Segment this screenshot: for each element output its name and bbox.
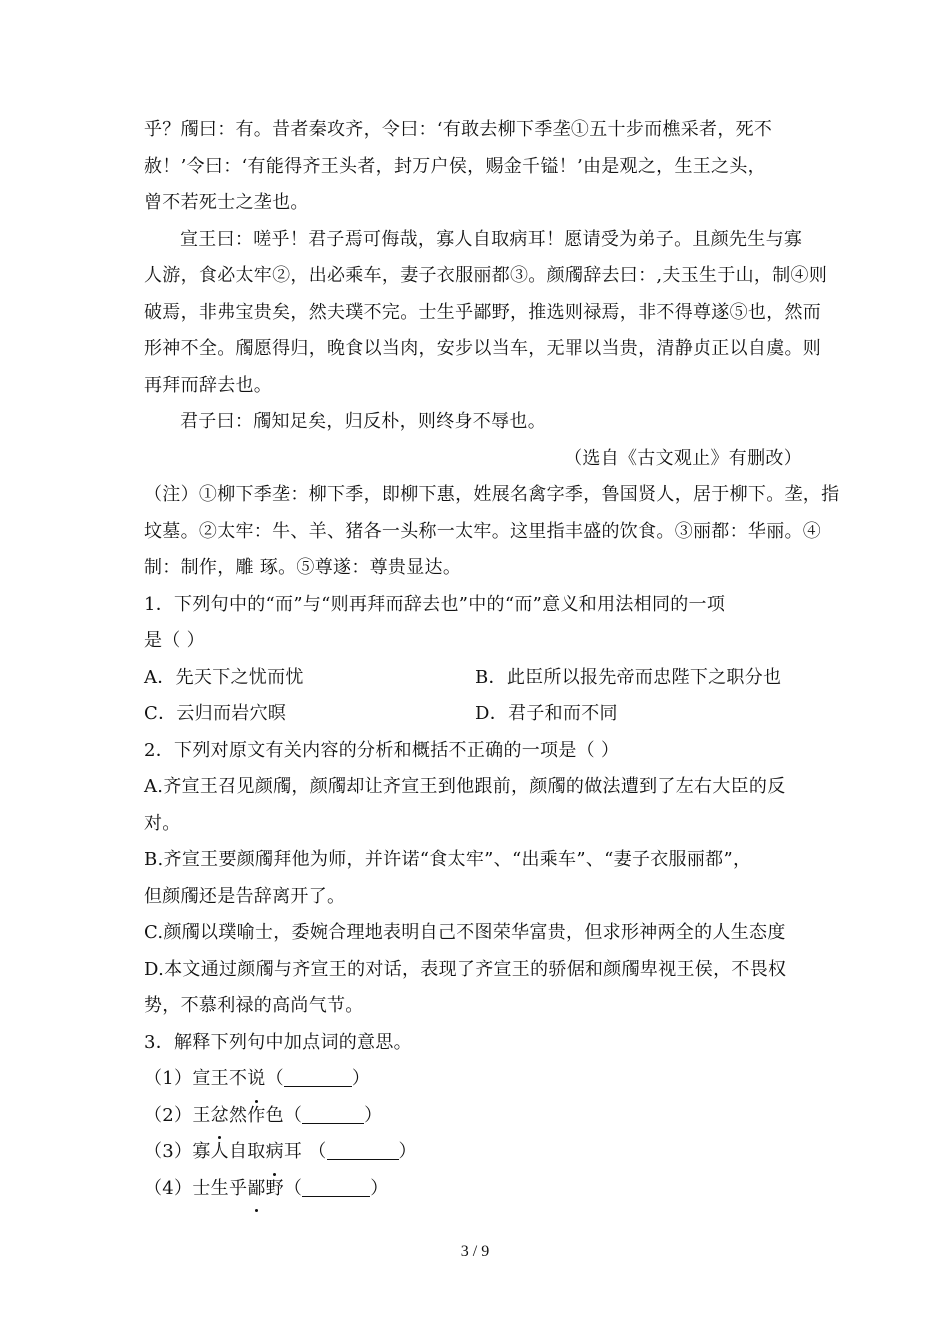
passage-line: 再拜而辞去也。 [144, 374, 273, 396]
question-2-option-a-cont: 对。 [144, 812, 181, 834]
dotted-word: 病 [266, 1134, 284, 1171]
passage-line: 破焉，非弗宝贵矣，然夫璞不完。士生乎鄙野，推选则禄焉，非不得尊遂⑤也，然而 [144, 301, 822, 323]
dotted-word: 忿 [211, 1098, 229, 1135]
question-2-option-b-cont: 但颜斶还是告辞离开了。 [144, 885, 346, 907]
question-3-item-3: （3）寡人自取病耳 （ ） [144, 1134, 808, 1171]
question-3-item-2: （2）王忿然作色（ ） [144, 1098, 808, 1135]
passage-line: 宣王曰：嗟乎！君子焉可侮哉，寡人自取病耳！愿请受为弟子。且颜先生与寡 [180, 228, 803, 250]
question-3-item-1: （1）宣王不说（ ） [144, 1061, 808, 1098]
passage-line: 形神不全。斶愿得归，晚食以当肉，安步以当车，无罪以当贵，清静贞正以自虞。则 [144, 338, 822, 359]
passage-line: 君子曰：斶知足矣，归反朴，则终身不辱也。 [180, 411, 546, 432]
question-2-option-b: B.齐宣王要颜斶拜他为师，并许诺“食太牢”、“出乘车”、“妻子衣服丽都”， [144, 849, 752, 870]
answer-blank[interactable] [284, 1068, 352, 1087]
passage-line: 人游，食必太牢②，出必乘车，妻子衣服丽都③。颜斶辞去曰：,夫玉生于山，制④则 [144, 265, 828, 286]
option-b: B．此臣所以报先帝而忠陛下之职分也 [475, 666, 782, 688]
document-page [144, 112, 840, 1207]
page-number: 3 / 9 [460, 1243, 490, 1260]
dotted-word: 说 [247, 1061, 265, 1098]
question-2-option-d: D.本文通过颜斶与齐宣王的对话，表现了齐宣王的骄倨和颜斶卑视王侯，不畏权 [144, 958, 787, 980]
answer-blank[interactable] [302, 1105, 364, 1124]
question-2-option-a: A.齐宣王召见颜斶，颜斶却让齐宣王到他跟前，颜斶的做法遭到了左右大臣的反 [144, 776, 786, 797]
passage-line: 曾不若死士之垄也。 [144, 192, 309, 213]
question-2-stem: 2．下列对原文有关内容的分析和概括不正确的一项是（ ） [144, 739, 620, 761]
answer-blank[interactable] [302, 1178, 370, 1197]
note-line: 制：制作，雕 琢。⑤尊遂：尊贵显达。 [144, 557, 462, 578]
source-citation: （选自《古文观止》有删改） [564, 447, 802, 469]
passage-line: 赦！’令曰：‘有能得齐王头者，封万户侯，赐金千镒！’由是观之，生王之头， [144, 155, 766, 177]
note-line: 坟墓。②太牢：牛、羊、猪各一头称一太牢。这里指丰盛的饮食。③丽都：华丽。④ [144, 520, 822, 542]
option-d: D．君子和而不同 [475, 703, 618, 724]
option-c: C．云归而岩穴暝 [144, 703, 287, 724]
question-3-stem: 3．解释下列句中加点词的意思。 [144, 1031, 412, 1053]
question-1-stem-cont: 是（ ） [144, 630, 205, 651]
question-3-item-4: （4）士生乎鄙野（ ） [144, 1171, 808, 1208]
dotted-word: 鄙 [247, 1171, 265, 1208]
option-a: A．先天下之忧而忧 [144, 666, 304, 688]
question-1-stem: 1．下列句中的“而”与“则再拜而辞去也”中的“而”意义和用法相同的一项 [144, 593, 726, 615]
passage-line: 乎？斶曰：有。昔者秦攻齐，令曰：‘有敢去柳下季垄①五十步而樵采者，死不 [144, 119, 773, 140]
note-line: （注）①柳下季垄：柳下季，即柳下惠，姓展名禽字季，鲁国贤人，居于柳下。垄，指 [144, 484, 840, 505]
question-2-option-d-cont: 势，不慕利禄的高尚气节。 [144, 995, 364, 1016]
question-1-options-row [144, 696, 808, 733]
question-1-options-row [144, 660, 808, 697]
question-2-option-c: C.颜斶以璞喻士，委婉合理地表明自己不图荣华富贵，但求形神两全的人生态度 [144, 922, 786, 943]
answer-blank[interactable] [327, 1141, 399, 1160]
